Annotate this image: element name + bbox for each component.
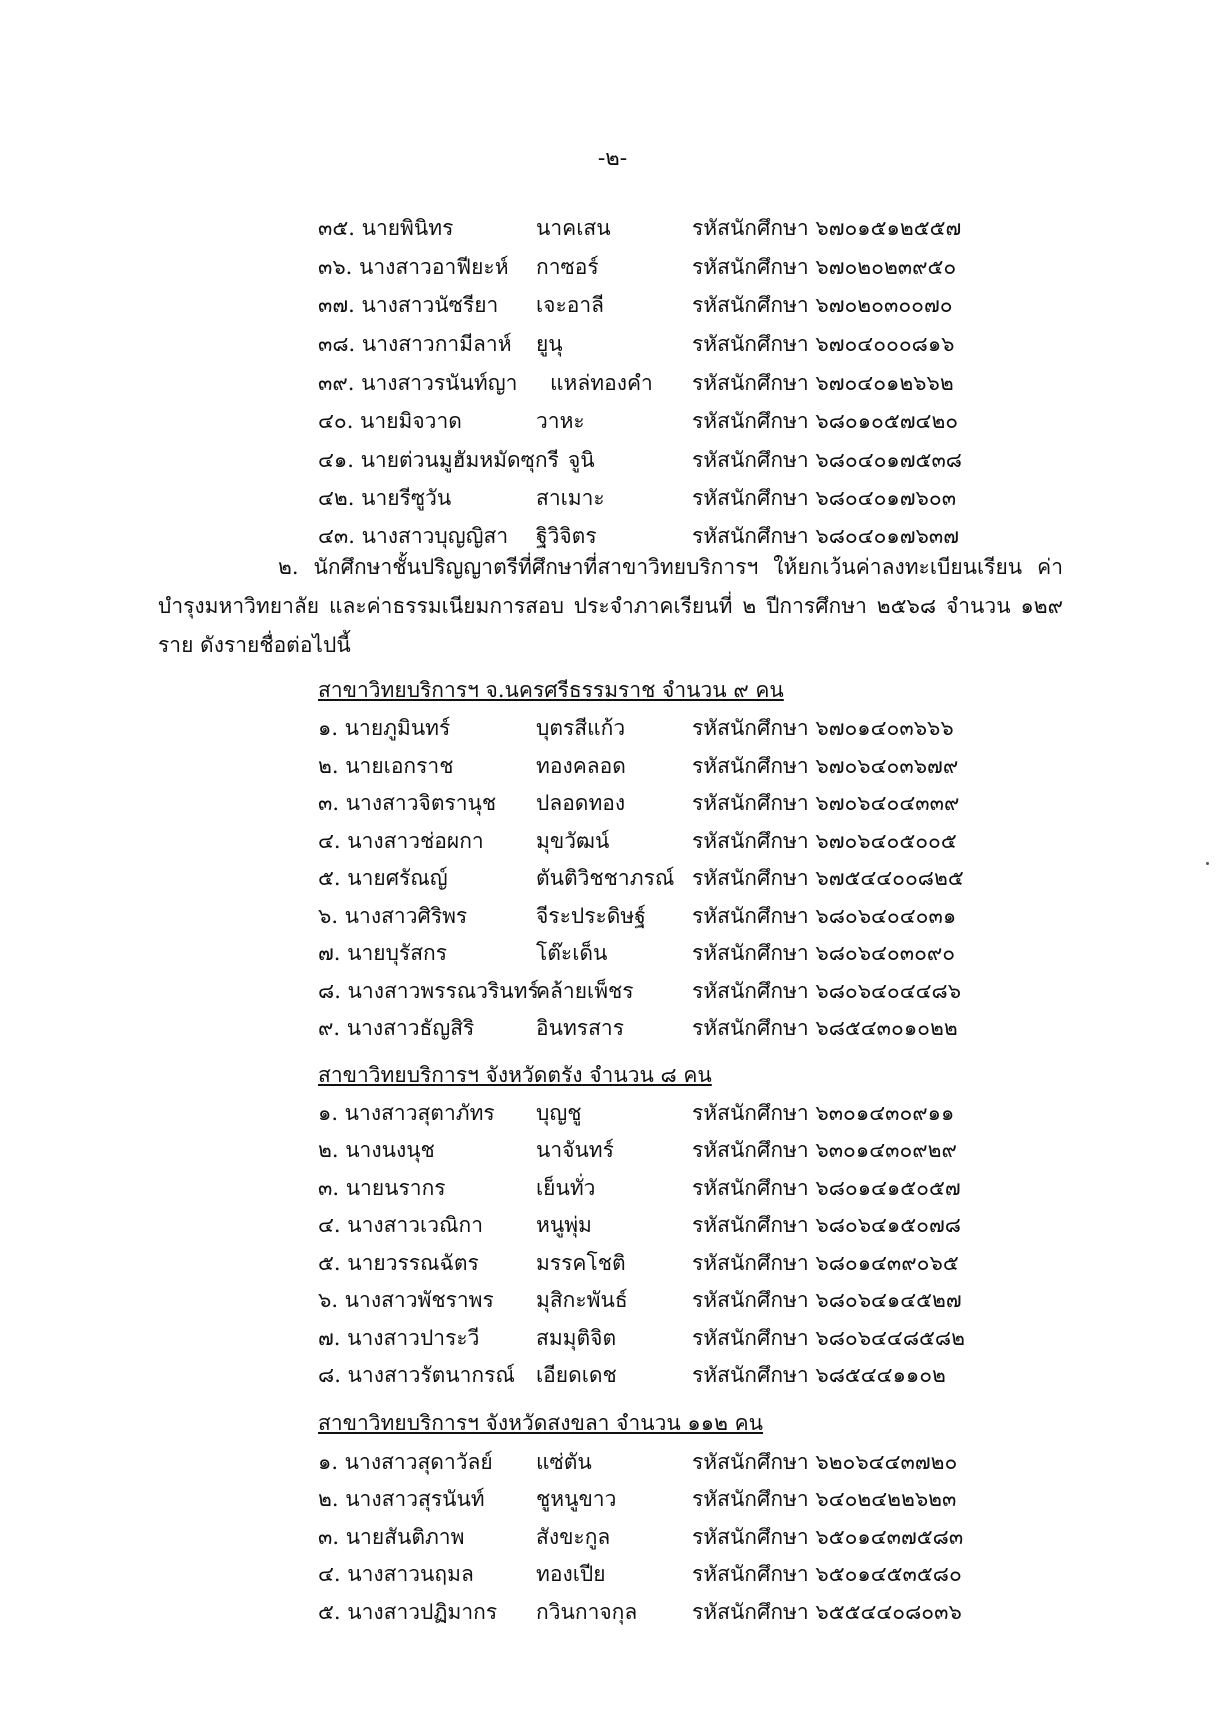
student-surname: ชูหนูขาว — [536, 1487, 617, 1511]
table-row — [0, 212, 1225, 244]
table-row — [0, 1558, 1225, 1590]
table-row — [0, 1521, 1225, 1553]
student-id: รหัสนักศึกษา ๖๘๐๔๐๑๗๖๓๗ — [692, 524, 960, 548]
student-id: รหัสนักศึกษา ๖๒๐๖๔๔๓๗๒๐ — [692, 1450, 958, 1474]
table-row — [0, 1134, 1225, 1166]
student-surname: สมมุติจิต — [536, 1326, 617, 1350]
student-number-name: ๔. นางสาวเวณิกา — [318, 1213, 484, 1237]
page-number: -๒- — [597, 146, 628, 171]
table-row — [0, 1209, 1225, 1241]
student-surname: บุตรสีแก้ว — [536, 716, 626, 740]
student-surname: แซ่ตัน — [536, 1450, 592, 1474]
student-id: รหัสนักศึกษา ๖๔๐๒๔๒๒๖๒๓ — [692, 1487, 957, 1511]
student-number-name: ๔๑. นายต่วนมูฮัมหมัดซุกรี — [318, 448, 559, 472]
table-row — [0, 1284, 1225, 1316]
student-surname: สาเมาะ — [536, 486, 605, 510]
table-row — [0, 750, 1225, 782]
student-number-name: ๙. นางสาวธัญสิริ — [318, 1016, 475, 1040]
student-number-name: ๔. นางสาวนฤมล — [318, 1562, 474, 1586]
table-row — [0, 1172, 1225, 1204]
student-number-name: ๓๙. นางสาวรนันท์ญา — [318, 371, 518, 395]
table-row — [0, 900, 1225, 932]
student-number-name: ๓. นางสาวจิตรานุช — [318, 791, 497, 815]
student-surname: นาจันทร์ — [536, 1138, 614, 1162]
student-id: รหัสนักศึกษา ๖๗๐๖๔๐๕๐๐๕ — [692, 829, 957, 853]
student-surname: สังขะกูล — [536, 1525, 611, 1549]
student-id: รหัสนักศึกษา ๖๗๐๖๔๐๓๖๗๙ — [692, 754, 959, 778]
student-surname: จีระประดิษฐ์ — [536, 904, 646, 928]
student-surname: นาคเสน — [536, 216, 611, 240]
student-number-name: ๔๐. นายมิจวาด — [318, 409, 462, 433]
student-number-name: ๖. นางสาวพัชราพร — [318, 1288, 494, 1312]
table-row — [0, 712, 1225, 744]
student-number-name: ๗. นางสาวปาระวี — [318, 1326, 480, 1350]
student-number-name: ๒. นางสาวสุรนันท์ — [318, 1487, 485, 1511]
table-row — [0, 1322, 1225, 1354]
student-surname: บุญชู — [536, 1101, 582, 1125]
student-surname: อินทรสาร — [536, 1016, 624, 1040]
section-heading: สาขาวิทยบริการฯ จังหวัดตรัง จำนวน ๘ คน — [318, 1063, 712, 1087]
table-row — [0, 787, 1225, 819]
student-id: รหัสนักศึกษา ๖๕๐๑๔๓๗๕๘๓ — [692, 1525, 964, 1549]
student-id: รหัสนักศึกษา ๖๘๐๔๐๑๗๕๓๘ — [692, 448, 962, 472]
student-number-name: ๕. นายศรัณญ์ — [318, 866, 448, 890]
student-surname: ยูนุ — [536, 332, 563, 356]
student-number-name: ๔๓. นางสาวบุญญิสา — [318, 524, 509, 548]
student-surname: ปลอดทอง — [536, 791, 626, 815]
student-id: รหัสนักศึกษา ๖๗๐๖๔๐๔๓๓๙ — [692, 791, 960, 815]
student-number-name: ๓๖. นางสาวอาฟียะห์ — [318, 255, 509, 279]
student-number-name: ๖. นางสาวศิริพร — [318, 904, 468, 928]
student-id: รหัสนักศึกษา ๖๘๐๔๐๑๗๖๐๓ — [692, 486, 957, 510]
section-heading: สาขาวิทยบริการฯ จังหวัดสงขลา จำนวน ๑๑๒ คน — [318, 1411, 764, 1435]
section-heading: สาขาวิทยบริการฯ จ.นครศรีธรรมราช จำนวน ๙ คน — [318, 678, 784, 702]
student-number-name: ๔. นางสาวช่อผกา — [318, 829, 484, 853]
student-id: รหัสนักศึกษา ๖๘๕๔๓๐๑๐๒๒ — [692, 1016, 958, 1040]
table-row — [0, 482, 1225, 514]
announcement-paragraph: ๒. นักศึกษาชั้นปริญญาตรีที่ศึกษาที่สาขาวิทยบริการฯ ให้ยกเว้นค่าลงทะเบียนเรียน ค่าบำรุงมหาวิทยาลัย และค่าธรรมเนียมการสอบ ประจำภาคเรียนที่ ๒ ปีการศึกษา ๒๕๖๘ จำนวน ๑๒๙ ราย ดังรายชื่อต่อไปนี้ — [158, 555, 1063, 657]
student-number-name: ๒. นายเอกราช — [318, 754, 454, 778]
student-surname: มุขวัฒน์ — [536, 829, 610, 853]
student-number-name: ๓๗. นางสาวนัซรียา — [318, 293, 499, 317]
student-surname: กวินกาจกุล — [536, 1600, 638, 1624]
student-number-name: ๕. นางสาวปฏิมากร — [318, 1600, 498, 1624]
student-id: รหัสนักศึกษา ๖๗๐๑๔๐๓๖๖๖ — [692, 716, 954, 740]
student-id: รหัสนักศึกษา ๖๓๐๑๔๓๐๙๑๑ — [692, 1101, 955, 1125]
student-id: รหัสนักศึกษา ๖๗๐๔๐๐๐๘๑๖ — [692, 332, 955, 356]
student-surname: ทองเปีย — [536, 1562, 606, 1586]
student-surname: มรรคโชติ — [536, 1251, 626, 1275]
student-surname: โต๊ะเด็น — [536, 941, 608, 965]
table-row — [0, 1483, 1225, 1515]
student-number-name: ๑. นายภูมินทร์ — [318, 716, 451, 740]
student-id: รหัสนักศึกษา ๖๓๐๑๔๓๐๙๒๙ — [692, 1138, 957, 1162]
student-id: รหัสนักศึกษา ๖๘๐๖๔๐๓๐๙๐ — [692, 941, 956, 965]
table-row — [0, 1012, 1225, 1044]
student-id: รหัสนักศึกษา ๖๗๐๒๐๒๓๙๕๐ — [692, 255, 957, 279]
student-surname: กาซอร์ — [536, 255, 599, 279]
scan-speck — [1206, 862, 1209, 865]
student-id: รหัสนักศึกษา ๖๕๕๔๔๐๘๐๓๖ — [692, 1600, 962, 1624]
student-id: รหัสนักศึกษา ๖๘๐๑๔๓๙๐๖๕ — [692, 1251, 959, 1275]
student-id: รหัสนักศึกษา ๖๘๕๔๔๑๑๐๒ — [692, 1363, 946, 1387]
table-row — [0, 1596, 1225, 1628]
student-surname: จูนิ — [568, 448, 595, 472]
student-surname: เจะอาลี — [536, 293, 605, 317]
table-row — [0, 1359, 1225, 1391]
table-row — [0, 1097, 1225, 1129]
student-id: รหัสนักศึกษา ๖๗๐๒๐๓๐๐๗๐ — [692, 293, 953, 317]
table-row — [0, 825, 1225, 857]
student-id: รหัสนักศึกษา ๖๘๐๑๔๑๕๐๕๗ — [692, 1176, 961, 1200]
table-row — [0, 937, 1225, 969]
table-row — [0, 289, 1225, 321]
student-number-name: ๘. นางสาวพรรณวรินทร์ — [318, 979, 539, 1003]
table-row — [0, 328, 1225, 360]
table-row — [0, 251, 1225, 283]
table-row — [0, 862, 1225, 894]
table-row — [0, 975, 1225, 1007]
table-row — [0, 1247, 1225, 1279]
student-number-name: ๔๒. นายรีซูวัน — [318, 486, 452, 510]
table-row — [0, 1446, 1225, 1478]
table-row — [0, 405, 1225, 437]
student-id: รหัสนักศึกษา ๖๘๐๖๔๑๕๐๗๘ — [692, 1213, 961, 1237]
student-id: รหัสนักศึกษา ๖๘๐๖๔๐๔๐๓๑ — [692, 904, 957, 928]
student-number-name: ๒. นางนงนุช — [318, 1138, 435, 1162]
student-id: รหัสนักศึกษา ๖๘๐๖๔๐๔๔๘๖ — [692, 979, 962, 1003]
student-number-name: ๓๘. นางสาวกามีลาห์ — [318, 332, 512, 356]
student-id: รหัสนักศึกษา ๖๗๕๔๔๐๐๘๒๕ — [692, 866, 964, 890]
student-surname: วาหะ — [536, 409, 585, 433]
student-id: รหัสนักศึกษา ๖๕๐๑๔๕๓๕๘๐ — [692, 1562, 962, 1586]
student-number-name: ๓๕. นายพินิทร — [318, 216, 454, 240]
student-number-name: ๘. นางสาวรัตนากรณ์ — [318, 1363, 515, 1387]
student-surname: ฐิวิจิตร — [536, 524, 597, 548]
student-number-name: ๕. นายวรรณฉัตร — [318, 1251, 479, 1275]
student-surname: แหล่ทองคำ — [550, 371, 653, 395]
student-number-name: ๓. นายสันติภาพ — [318, 1525, 465, 1549]
student-surname: เอียดเดช — [536, 1363, 617, 1387]
student-id: รหัสนักศึกษา ๖๗๐๔๐๑๒๖๖๒ — [692, 371, 954, 395]
student-surname: คล้ายเพ็ชร — [536, 979, 634, 1003]
student-number-name: ๗. นายบุรัสกร — [318, 941, 448, 965]
student-surname: หนูพุ่ม — [536, 1213, 592, 1237]
table-row — [0, 367, 1225, 399]
student-number-name: ๑. นางสาวสุดาวัลย์ — [318, 1450, 493, 1474]
student-id: รหัสนักศึกษา ๖๘๐๖๔๔๘๕๘๒ — [692, 1326, 965, 1350]
student-id: รหัสนักศึกษา ๖๘๐๑๐๕๗๔๒๐ — [692, 409, 959, 433]
student-surname: ตันติวิชชาภรณ์ — [536, 866, 675, 890]
student-id: รหัสนักศึกษา ๖๗๐๑๕๑๒๕๕๗ — [692, 216, 962, 240]
student-id: รหัสนักศึกษา ๖๘๐๖๔๑๔๕๒๗ — [692, 1288, 962, 1312]
student-surname: ทองคลอด — [536, 754, 626, 778]
student-surname: มุสิกะพันธ์ — [536, 1288, 628, 1312]
student-number-name: ๓. นายนรากร — [318, 1176, 446, 1200]
student-surname: เย็นทั่ว — [536, 1176, 596, 1200]
student-number-name: ๑. นางสาวสุตาภัทร — [318, 1101, 495, 1125]
table-row — [0, 444, 1225, 476]
